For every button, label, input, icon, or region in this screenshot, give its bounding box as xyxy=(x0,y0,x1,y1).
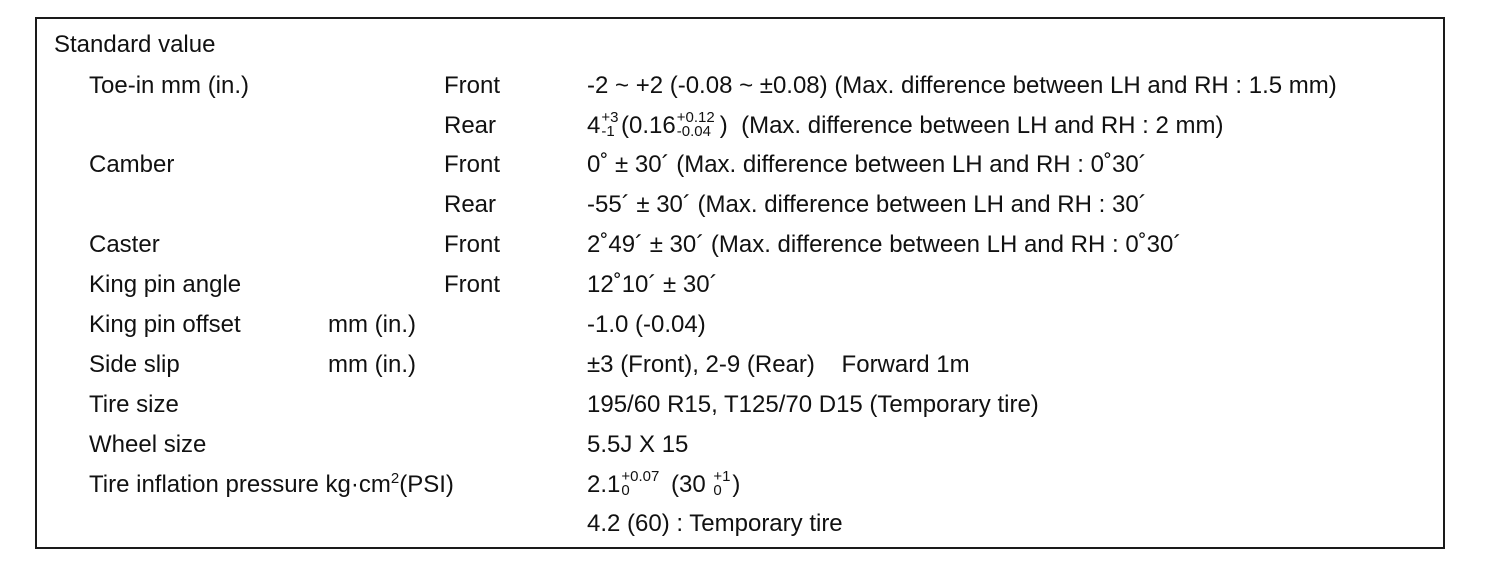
value-paren-close: ) xyxy=(719,112,728,139)
spec-value xyxy=(587,468,740,502)
table-row-toe-in-front xyxy=(0,69,1504,103)
table-row-king-pin-offset xyxy=(0,308,1504,342)
spec-value: -1.0 (-0.04) xyxy=(587,311,706,338)
item-label: King pin angle xyxy=(89,271,242,298)
spec-value: 0˚ ± 30´ (Max. difference between LH and RH : 0˚30´ xyxy=(587,151,1147,178)
item-label: Side slip xyxy=(89,351,180,378)
value-paren-open: (0.16 xyxy=(621,112,676,139)
item-label: Caster xyxy=(89,231,160,258)
table-row-tire-inflation-pressure xyxy=(0,468,1504,502)
spec-value: -55´ ± 30´ (Max. difference between LH and RH : 30´ xyxy=(587,191,1147,218)
tolerance xyxy=(620,468,664,498)
table-heading: Standard value xyxy=(54,31,216,58)
table-row-tire-size xyxy=(0,388,1504,422)
tolerance-inch xyxy=(676,109,720,139)
item-label-unit: (PSI) xyxy=(399,471,454,498)
position-label: Front xyxy=(444,72,501,99)
value-paren-close: ) xyxy=(732,471,741,498)
table-row-toe-in-rear xyxy=(0,109,1504,143)
position-label: Front xyxy=(444,151,501,178)
spec-value: 4.2 (60) : Temporary tire xyxy=(587,510,843,537)
table-row-wheel-size xyxy=(0,428,1504,462)
item-label: Tire size xyxy=(89,391,179,418)
unit-label: mm (in.) xyxy=(328,311,416,338)
spec-value: 195/60 R15, T125/70 D15 (Temporary tire) xyxy=(587,391,1039,418)
spec-value: 5.5J X 15 xyxy=(587,431,689,458)
table-row-temporary-tire xyxy=(0,507,1504,541)
position-label: Rear xyxy=(444,191,497,218)
item-label-main: Tire inflation pressure kg·cm xyxy=(89,471,391,498)
position-label: Rear xyxy=(444,112,497,139)
position-label: Front xyxy=(444,271,501,298)
item-label-superscript: 2 xyxy=(390,470,400,487)
item-label: Wheel size xyxy=(89,431,207,458)
item-label: Toe-in mm (in.) xyxy=(89,72,250,99)
tolerance-upper: +0.07 xyxy=(621,468,660,485)
tolerance-psi xyxy=(712,468,732,498)
value-main: 4 xyxy=(587,112,601,139)
spec-value: ±3 (Front), 2-9 (Rear) Forward 1m xyxy=(587,351,970,378)
table-row-caster-front xyxy=(0,228,1504,262)
item-label: Camber xyxy=(89,151,175,178)
value-note: (Max. difference between LH and RH : 2 mm) xyxy=(741,112,1224,139)
table-row-camber-front xyxy=(0,148,1504,182)
tolerance-upper: +3 xyxy=(601,109,619,126)
spec-value: 12˚10´ ± 30´ xyxy=(587,271,718,298)
position-label: Front xyxy=(444,231,501,258)
tolerance-lower: 0 xyxy=(621,482,630,499)
tolerance-inch-lower: -0.04 xyxy=(676,123,711,140)
tolerance-psi-lower: 0 xyxy=(713,482,722,499)
value-main: 2.1 xyxy=(587,471,621,498)
value-paren-open: (30 xyxy=(671,471,706,498)
tolerance-inch-upper: +0.12 xyxy=(676,109,715,126)
table-row-side-slip xyxy=(0,348,1504,382)
spec-value xyxy=(587,109,1224,143)
item-label xyxy=(89,468,454,502)
spec-value: 2˚49´ ± 30´ (Max. difference between LH and RH : 0˚30´ xyxy=(587,231,1182,258)
unit-label: mm (in.) xyxy=(328,351,416,378)
tolerance-lower: -1 xyxy=(601,123,615,140)
tolerance xyxy=(600,109,619,140)
item-label: King pin offset xyxy=(89,311,241,338)
table-row-camber-rear xyxy=(0,188,1504,222)
spec-value: -2 ~ +2 (-0.08 ~ ±0.08) (Max. difference between LH and RH : 1.5 mm) xyxy=(587,72,1337,99)
tolerance-psi-upper: +1 xyxy=(713,468,731,485)
table-row-king-pin-angle xyxy=(0,268,1504,302)
